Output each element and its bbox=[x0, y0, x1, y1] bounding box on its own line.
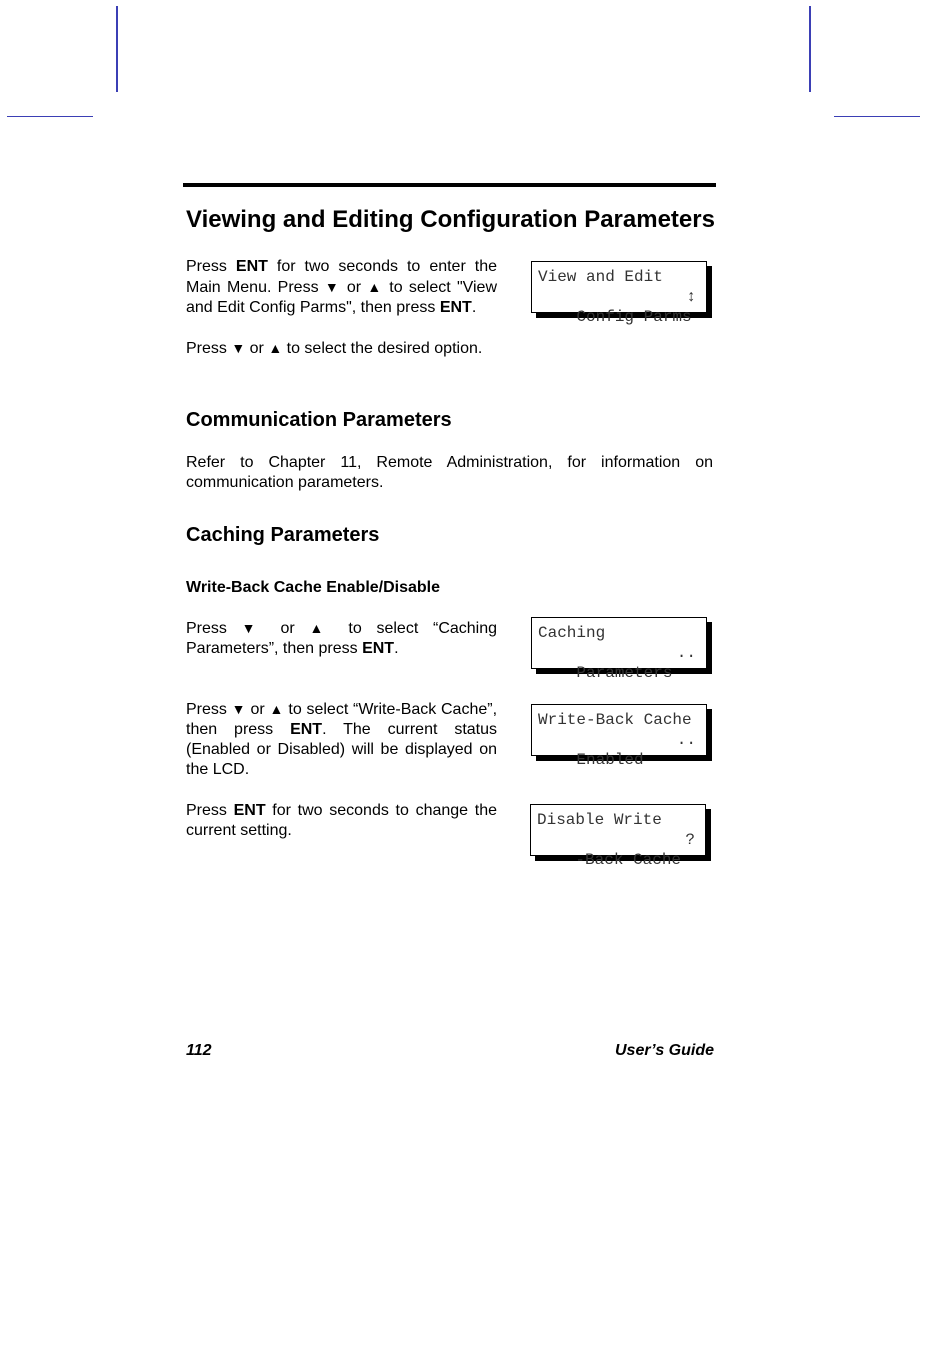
communication-paragraph: Refer to Chapter 11, Remote Administration, for information on communication parameters. bbox=[186, 454, 713, 491]
text-run: for two seconds to change the current setting. bbox=[186, 802, 497, 839]
lcd-write-back-cache bbox=[531, 704, 707, 769]
updown-arrow-icon: ↕ bbox=[686, 288, 696, 306]
ent-key-label: ENT bbox=[439, 299, 472, 316]
text-run: or bbox=[245, 701, 270, 718]
ent-key-label: ENT bbox=[362, 640, 395, 657]
lcd-line-1: Write-Back Cache bbox=[538, 711, 692, 729]
caching-paragraph-3 bbox=[186, 801, 497, 841]
lcd-caching-parameters bbox=[531, 617, 707, 682]
up-arrow-icon: ▲ bbox=[309, 620, 334, 636]
ent-key-label: ENT bbox=[233, 802, 266, 819]
text-run: to select “Write-Back Cache”, then press bbox=[186, 701, 498, 738]
lcd-line-2: Enabled bbox=[576, 751, 644, 769]
text-run: to select “Caching Parameters”, then press bbox=[186, 620, 498, 657]
write-back-subheading: Write-Back Cache Enable/Disable bbox=[186, 579, 441, 596]
up-arrow-icon: ▲ bbox=[367, 279, 383, 295]
down-arrow-icon: ▼ bbox=[231, 340, 246, 356]
text-run: or bbox=[265, 620, 310, 637]
text-run: or bbox=[340, 279, 368, 296]
ent-key-label: ENT bbox=[290, 721, 323, 738]
text-run: Press bbox=[186, 620, 242, 637]
lcd-confirm-indicator: ? bbox=[685, 831, 695, 849]
down-arrow-icon: ▼ bbox=[324, 279, 341, 295]
lcd-line-2: Parameters bbox=[576, 664, 673, 682]
lcd-line-1: View and Edit bbox=[538, 268, 663, 286]
lcd-disable-write-back bbox=[530, 804, 706, 869]
caching-paragraph-2 bbox=[186, 699, 497, 780]
crop-mark-right-horizontal bbox=[834, 116, 920, 117]
caching-heading: Caching Parameters bbox=[186, 524, 380, 546]
intro-paragraph-2 bbox=[186, 338, 497, 359]
top-rule bbox=[183, 183, 716, 187]
lcd-line-2: -Back Cache bbox=[575, 851, 682, 869]
lcd-more-indicator: .. bbox=[676, 731, 696, 749]
text-run: . bbox=[394, 640, 399, 657]
lcd-line-1: Caching bbox=[538, 624, 606, 642]
text-run: for two seconds to enter the Main Menu. Press bbox=[186, 258, 498, 296]
caching-paragraph-1 bbox=[186, 618, 497, 659]
crop-mark-left-vertical bbox=[116, 6, 118, 92]
lcd-line-2: Config Parms bbox=[576, 308, 692, 326]
crop-mark-left-horizontal bbox=[7, 116, 93, 117]
ent-key-label: ENT bbox=[235, 258, 268, 275]
text-run: to select "View and Edit Config Parms", then press bbox=[186, 279, 498, 316]
text-run: . bbox=[471, 299, 477, 316]
text-run: or bbox=[245, 340, 269, 357]
guide-title: User’s Guide bbox=[614, 1042, 714, 1059]
down-arrow-icon: ▼ bbox=[241, 620, 266, 636]
crop-mark-right-vertical bbox=[809, 6, 811, 92]
text-run: to select the desired option. bbox=[282, 340, 483, 357]
up-arrow-icon: ▲ bbox=[268, 340, 283, 356]
text-run: . The current status (Enabled or Disabled) will be displayed on the LCD. bbox=[186, 721, 498, 778]
text-run: Press bbox=[186, 340, 232, 357]
down-arrow-icon: ▼ bbox=[231, 701, 246, 717]
lcd-more-indicator: .. bbox=[676, 644, 696, 662]
page-number: 112 bbox=[186, 1042, 212, 1059]
section-title: Viewing and Editing Configuration Parameters bbox=[186, 206, 715, 233]
communication-heading: Communication Parameters bbox=[186, 409, 452, 431]
intro-paragraph-1 bbox=[186, 257, 497, 318]
text-run: Press bbox=[186, 258, 236, 275]
lcd-line-1: Disable Write bbox=[537, 811, 662, 829]
up-arrow-icon: ▲ bbox=[269, 701, 284, 717]
lcd-view-edit-config bbox=[531, 261, 707, 326]
text-run: Press bbox=[186, 701, 232, 718]
text-run: Press bbox=[186, 802, 234, 819]
